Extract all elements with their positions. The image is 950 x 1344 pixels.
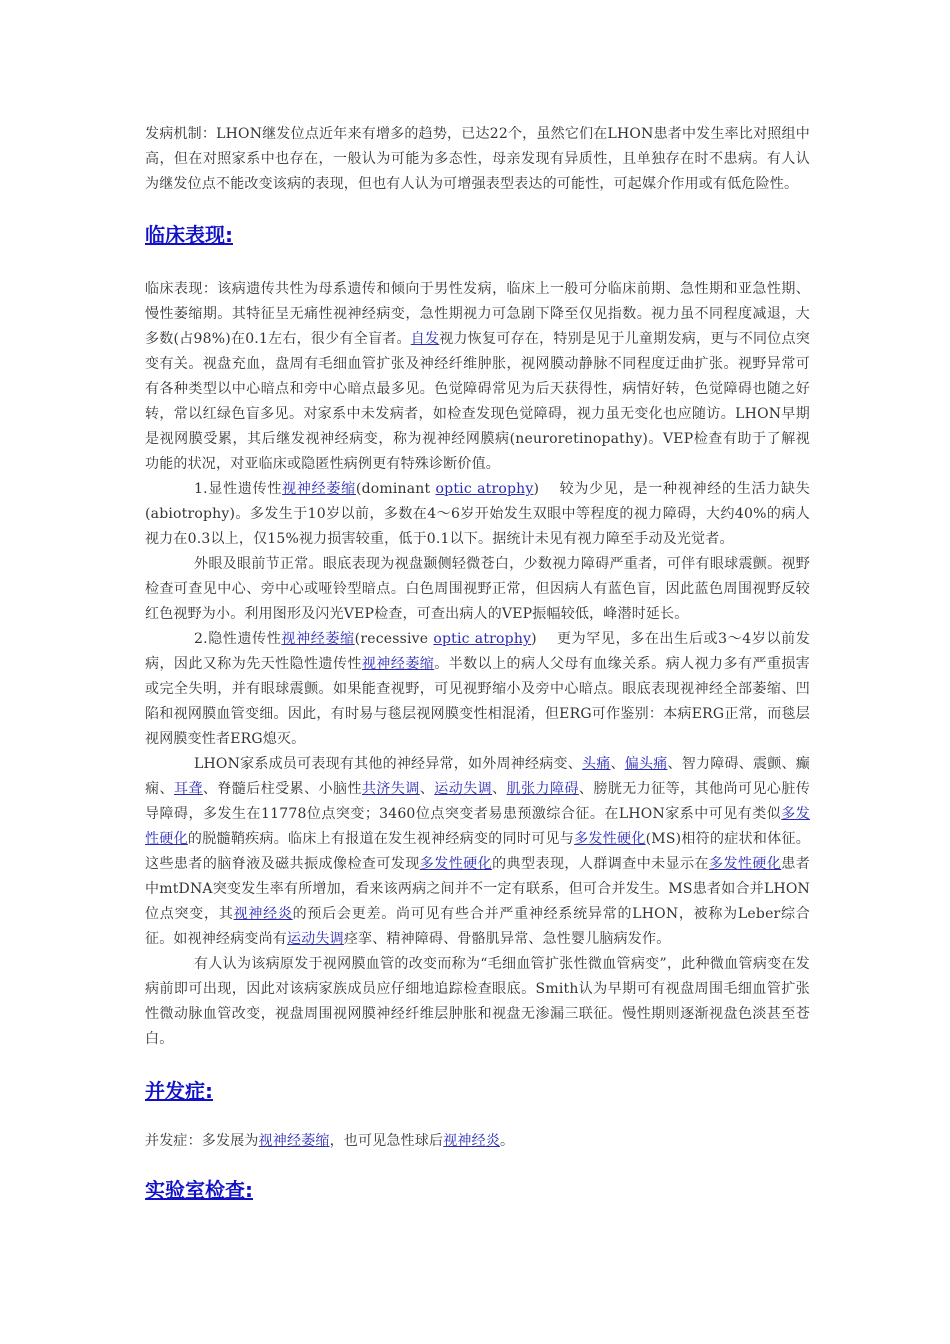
link-optic-atrophy-en[interactable]: optic atrophy	[433, 631, 532, 647]
link-headache[interactable]: 头痛	[582, 756, 611, 772]
link-migraine[interactable]: 偏头痛	[624, 756, 668, 772]
text-run: ，也可见急性球后	[329, 1133, 444, 1149]
text-run: 、	[419, 781, 435, 797]
link-optic-atrophy[interactable]: 视神经萎缩	[361, 656, 435, 672]
text-run: 2.隐性遗传性	[194, 631, 282, 647]
text-run: 并发症：多发展为	[145, 1133, 259, 1149]
link-multiple-sclerosis[interactable]: 多发性硬化	[574, 831, 646, 847]
link-motor-ataxia[interactable]: 运动失调	[287, 931, 344, 947]
text-run: 1.显性遗传性	[194, 481, 283, 497]
text-run: (dominant	[355, 481, 436, 497]
document-page	[145, 122, 810, 1204]
text-run: (MS)相符的症状和体征。这些患者的脑脊液及磁共振成像检查可发现	[145, 831, 811, 872]
link-multiple-sclerosis[interactable]: 多发性硬化	[419, 856, 493, 872]
complications-paragraph	[145, 1129, 810, 1154]
clinical-paragraph-recessive	[145, 627, 810, 752]
text-run: 的典型表现，人群调查中未显示在	[492, 856, 710, 872]
text-run: 患者中mtDNA突变发生率有所增加，看来该两病之间并不一定有联系，但可合并发生。MS患者如合并LHON位点突变，其	[145, 856, 811, 922]
text-run: 临床表现：该病遗传共性为母系遗传和倾向于男性发病，临床上一般可分临床前期、急性期和亚急性期、慢性萎缩期。其特征呈无痛性视神经病变，急性期视力可急剧下降至仅见指数。视力虽不同程度减退，大多数(占98%)在0.1左右，很少有全盲者。	[145, 281, 810, 347]
link-dystonia[interactable]: 肌张力障碍	[506, 781, 579, 797]
text-run: 、智力障碍、震颤、癫痫、	[145, 756, 810, 797]
text-run: 、脊髓后柱受累、小脑性	[202, 781, 362, 797]
text-run: ) 更为罕见，多在出生后或3～4岁以前发病，因此又称为先天性隐性遗传性	[145, 631, 810, 672]
link-motor-ataxia[interactable]: 运动失调	[434, 781, 493, 797]
text-run: 、	[492, 781, 507, 797]
link-ataxia[interactable]: 共济失调	[361, 781, 420, 797]
link-optic-atrophy[interactable]: 视神经萎缩	[282, 481, 356, 497]
text-run: 的预后会更差。尚可见有些合并严重神经系统异常的LHON，被称为Leber综合征。如视神经病变尚有	[145, 906, 810, 947]
link-optic-neuritis[interactable]: 视神经炎	[233, 906, 293, 922]
text-run: 痉挛、精神障碍、骨骼肌异常、急性婴儿脑病发作。	[343, 931, 671, 947]
clinical-paragraph-neuro	[145, 752, 810, 952]
link-spontaneous[interactable]: 自发	[410, 331, 440, 347]
text-run: 。半数以上的病人父母有血缘关系。病人视力多有严重损害或完全失明，并有眼球震颤。如果能查视野，可见视野缩小及旁中心暗点。眼底表现视神经全部萎缩、凹陷和视网膜血管变细。因此，有时易与毯层视网膜变性相混淆，但ERG可作鉴别：本病ERG正常，而毯层视网膜变性者ERG熄灭。	[145, 656, 811, 747]
complications-heading[interactable]: 并发症:	[145, 1079, 213, 1103]
text-run: 视力恢复可存在，特别是见于儿童期发病，更与不同位点突变有关。视盘充血，盘周有毛细血管扩张及神经纤维肿胀，视网膜动静脉不同程度迂曲扩张。视野异常可有各种类型以中心暗点和旁中心暗点最多见。色觉障碍常见为后天获得性，病情好转，色觉障碍也随之好转，常以红绿色盲多见。对家系中未发病者，如检查发现色觉障碍，视力虽无变化也应随访。LHON早期是视网膜受累，其后继发视神经病变，称为视神经网膜病(neuroretinopathy)。VEP检查有助于了解视功能的状况，对亚临床或隐匿性病例更有特殊诊断价值。	[145, 331, 810, 472]
text-run: (recessive	[354, 631, 434, 647]
text-run: 、膀胱无力征等，其他尚可见心脏传导障碍，多发生在11778位点突变；3460位点突变者易患预激综合征。在LHON家系中可见有类似	[145, 781, 811, 822]
clinical-paragraph-fundus: 外眼及眼前节正常。眼底表现为视盘颞侧轻微苍白，少数视力障碍严重者，可伴有眼球震颤。视野检查可查见中心、旁中心或哑铃型暗点。白色周围视野正常，但因病人有蓝色盲，因此蓝色周围视野反较红色视野为小。利用图形及闪光VEP检查，可查出病人的VEP振幅较低，峰潜时延长。	[145, 556, 810, 622]
link-optic-atrophy[interactable]: 视神经萎缩	[281, 631, 355, 647]
link-optic-atrophy[interactable]: 视神经萎缩	[258, 1133, 330, 1149]
link-multiple-sclerosis[interactable]: 多发性硬化	[145, 806, 811, 847]
pathogenesis-paragraph: 发病机制：LHON继发位点近年来有增多的趋势，已达22个，虽然它们在LHON患者中发生率比对照组中高，但在对照家系中也存在，一般认为可能为多态性，母亲发现有异质性，且单独存在时不患病。有人认为继发位点不能改变该病的表现，但也有人认为可增强表型表达的可能性，可起媒介作用或有低危险性。	[145, 126, 810, 192]
clinical-paragraph-1	[145, 277, 810, 477]
link-optic-neuritis[interactable]: 视神经炎	[443, 1133, 501, 1149]
clinical-paragraph-vascular: 有人认为该病原发于视网膜血管的改变而称为“毛细血管扩张性微血管病变”，此种微血管病变在发病前即可出现，因此对该病家族成员应仔细地追踪检查眼底。Smith认为早期可有视盘周围毛细血管扩张性微动脉血管改变，视盘周围视网膜神经纤维层肿胀和视盘无渗漏三联征。慢性期则逐渐视盘色淡甚至苍白。	[145, 956, 810, 1047]
clinical-heading[interactable]: 临床表现:	[145, 223, 233, 247]
text-run: 的脱髓鞘疾病。临床上有报道在发生视神经病变的同时可见与	[187, 831, 575, 847]
text-run: 、	[610, 756, 625, 772]
text-run: LHON家系成员可表现有其他的神经异常，如外周神经病变、	[194, 756, 583, 772]
link-deafness[interactable]: 耳聋	[173, 781, 203, 797]
link-optic-atrophy-en[interactable]: optic atrophy	[435, 481, 534, 497]
text-run: 。	[500, 1133, 515, 1149]
text-run: ) 较为少见，是一种视神经的生活力缺失(abiotrophy)。多发生于10岁以前，多数在4～6岁开始发生双眼中等程度的视力障碍，大约40%的病人视力在0.3以上，仅15%视力损害较重，低于0.1以下。据统计未见有视力障至手动及光觉者。	[145, 481, 810, 547]
link-multiple-sclerosis[interactable]: 多发性硬化	[709, 856, 782, 872]
clinical-paragraph-dominant	[145, 477, 810, 552]
lab-heading[interactable]: 实验室检查:	[145, 1178, 253, 1202]
